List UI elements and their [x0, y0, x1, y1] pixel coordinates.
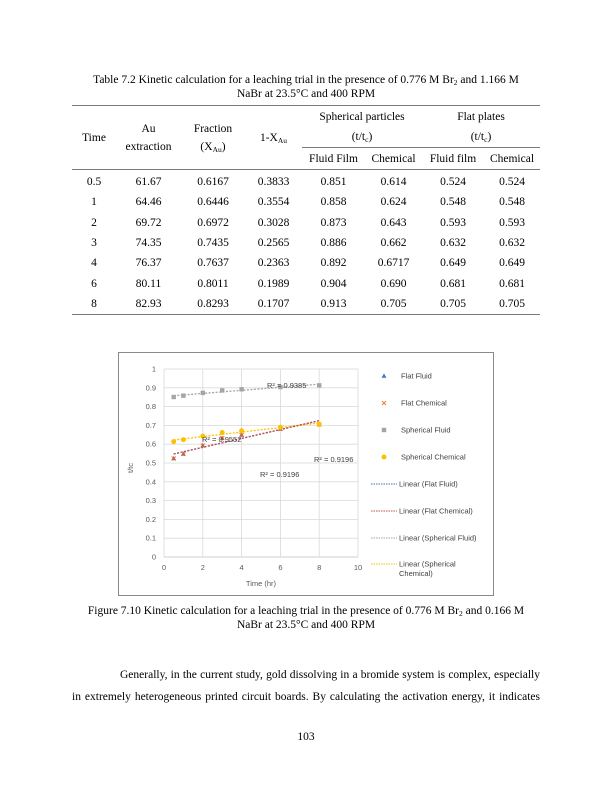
table-caption — [60, 73, 552, 101]
table-cell: 80.11 — [135, 277, 162, 290]
page-number: 103 — [297, 731, 315, 743]
data-point — [181, 393, 185, 397]
legend-label: Spherical Chemical — [401, 452, 466, 462]
table-cell: 6 — [91, 277, 97, 290]
table-cell: 0.3028 — [257, 216, 290, 229]
legend-marker — [382, 373, 387, 377]
table-cell: 0.662 — [380, 237, 407, 250]
x-tick-label: 0 — [161, 563, 167, 572]
y-tick-label: 0.7 — [145, 420, 156, 430]
x-axis-label: Time (hr) — [245, 579, 277, 588]
table-cell: 0.886 — [320, 237, 347, 250]
table-row — [72, 192, 540, 212]
data-point — [317, 383, 321, 387]
table-cell: 0.851 — [320, 176, 347, 189]
legend-label: Linear (Spherical Fluid) — [399, 533, 477, 543]
table-cell: 0.6167 — [197, 176, 229, 189]
table-cell: 0.705 — [380, 297, 407, 310]
header-flat-fluid-film: Fluid film — [422, 148, 484, 170]
table-cell: 2 — [91, 216, 97, 229]
table-cell: 69.72 — [135, 216, 162, 229]
table-cell: 0.6446 — [197, 196, 229, 209]
header-spherical-unit: $(t/t_c)$ — [351, 131, 373, 144]
table-cell: 3 — [91, 237, 97, 250]
table-cell: 0.681 — [440, 277, 466, 290]
y-tick-label: 0.5 — [145, 458, 156, 468]
figure-caption — [60, 604, 552, 632]
table-cell: 74.35 — [135, 237, 162, 250]
legend-label: Spherical Fluid — [401, 425, 451, 435]
x-tick-label: 2 — [200, 563, 205, 572]
y-tick-label: 0.9 — [145, 383, 156, 393]
table-cell: 0.1989 — [257, 277, 290, 290]
legend-label: Linear (Spherical — [399, 559, 456, 569]
table-cell: 0.7435 — [197, 237, 229, 250]
header-time: Time — [82, 131, 106, 144]
table-cell: 0.649 — [499, 257, 525, 270]
r-squared-label: R² = 0.9552 — [202, 435, 242, 444]
r-squared-label: R² = 0.9196 — [260, 470, 300, 479]
table-caption-line-1: Table 7.2 Kinetic calculation for a leaching trial in the presence of 0.776 M $Br_2$ and 1.166 M — [93, 74, 519, 87]
r-squared-label: R² = 0.9385 — [267, 381, 307, 390]
table-cell: 0.614 — [380, 176, 407, 189]
y-tick-label: 0.1 — [145, 533, 156, 543]
legend-label: Linear (Flat Fluid) — [399, 479, 458, 489]
table-header — [72, 106, 540, 170]
figure-caption-line-2: NaBr at 23.5°C and 400 RPM — [236, 619, 376, 631]
table-cell: 0.8293 — [197, 297, 229, 310]
x-tick-label: 4 — [239, 563, 244, 572]
table-cell: 0.524 — [440, 176, 466, 189]
legend-label: Flat Fluid — [401, 371, 432, 381]
header-sph-fluid-film: Fluid Film — [302, 148, 365, 170]
table-row — [72, 170, 540, 193]
table-cell: 0.6717 — [377, 257, 410, 270]
table-cell: 0.7637 — [197, 257, 229, 270]
table-cell: 8 — [91, 297, 97, 310]
x-tick-label: 10 — [353, 563, 363, 572]
kinetic-chart — [118, 352, 494, 596]
data-point — [201, 391, 205, 395]
table-cell: 64.46 — [135, 196, 162, 209]
table-cell: 0.649 — [440, 257, 466, 270]
x-tick-label: 8 — [317, 563, 322, 572]
header-au-extraction: Au extraction — [125, 122, 172, 153]
header-flat-unit: $(t/t_c)$ — [470, 131, 492, 144]
table-cell: 0.593 — [499, 216, 525, 229]
table-cell: 61.67 — [135, 176, 162, 189]
table-cell: 76.37 — [135, 257, 162, 270]
table-row — [72, 233, 540, 253]
table-row — [72, 294, 540, 315]
data-point — [239, 428, 244, 433]
data-point — [220, 388, 224, 392]
table-cell: 0.892 — [320, 257, 347, 270]
header-spherical-group: Spherical particles — [319, 110, 405, 123]
table-row — [72, 273, 540, 293]
data-point — [172, 395, 176, 399]
table-cell: 0.8011 — [197, 277, 229, 290]
data-point — [278, 425, 283, 430]
y-tick-label: 0.6 — [145, 439, 156, 449]
table-cell: 0.5 — [86, 176, 102, 189]
data-point — [171, 439, 176, 444]
table-cell: 0.858 — [320, 196, 347, 209]
x-tick-label: 6 — [278, 563, 283, 572]
header-sph-chemical: Chemical — [365, 148, 422, 170]
table-cell: 0.705 — [440, 297, 466, 310]
r-squared-label: R² = 0.9196 — [314, 455, 354, 464]
table-cell: 0.632 — [499, 237, 525, 250]
y-tick-label: 0.4 — [145, 477, 156, 487]
header-flat-group: Flat plates — [457, 110, 505, 123]
table-cell: 0.690 — [380, 277, 407, 290]
legend-label: Flat Chemical — [401, 398, 447, 408]
table-cell: 0.624 — [380, 196, 407, 209]
table-cell: 4 — [91, 257, 97, 270]
legend-label: Linear (Flat Chemical) — [399, 506, 473, 516]
y-tick-label: 1 — [151, 364, 156, 374]
table-cell: 0.873 — [320, 216, 347, 229]
table-cell: 0.1707 — [257, 297, 290, 310]
figure-caption-line-1: Figure 7.10 Kinetic calculation for a leaching trial in the presence of 0.776 M $Br_2$ and 0.166 M — [87, 605, 525, 618]
y-axis-label: t/tc — [126, 462, 135, 474]
header-flat-chemical: Chemical — [484, 148, 540, 170]
y-tick-label: 0.2 — [145, 514, 156, 524]
y-tick-label: 0.3 — [145, 496, 156, 506]
table-cell: 0.2363 — [257, 257, 290, 270]
legend-marker — [382, 401, 386, 405]
table-row — [72, 213, 540, 233]
y-tick-label: 0.8 — [145, 402, 156, 412]
chart-svg — [119, 353, 495, 597]
header-fraction: Fraction $(X_{Au})$ — [193, 122, 233, 154]
body-paragraph: Generally, in the current study, gold dissolving in a bromide system is complex, especially in extremely heterogeneous printed circuit boards. By calculating the activation energy, it indicates — [72, 669, 540, 703]
table-cell: 0.593 — [440, 216, 466, 229]
legend-label: Chemical) — [399, 569, 433, 578]
table-cell: 0.3554 — [257, 196, 290, 209]
table-cell: 0.548 — [499, 196, 525, 209]
table-body — [72, 170, 540, 315]
data-point — [317, 422, 322, 427]
table-cell: 82.93 — [135, 297, 162, 310]
legend-marker — [382, 428, 386, 432]
table-cell: 0.524 — [499, 176, 525, 189]
legend-marker — [382, 455, 387, 460]
table-cell: 0.913 — [320, 297, 347, 310]
table-cell: 1 — [91, 196, 97, 209]
data-point — [181, 437, 186, 442]
table-cell: 0.904 — [320, 277, 347, 290]
table-cell: 0.3833 — [257, 176, 290, 189]
data-point — [239, 387, 243, 391]
table-row — [72, 253, 540, 273]
body-paragraph-block — [72, 664, 540, 708]
table-cell: 0.681 — [499, 277, 525, 290]
table-cell: 0.2565 — [257, 237, 290, 250]
kinetic-table — [72, 105, 540, 315]
table-caption-line-2: NaBr at 23.5°C and 400 RPM — [236, 88, 376, 100]
header-one-minus-x: $1-X_{Au}$ — [259, 131, 288, 145]
table-cell: 0.705 — [499, 297, 525, 310]
table-cell: 0.6972 — [197, 216, 229, 229]
table-cell: 0.548 — [440, 196, 466, 209]
table-cell: 0.632 — [440, 237, 466, 250]
y-tick-label: 0 — [151, 552, 156, 562]
table-cell: 0.643 — [380, 216, 407, 229]
